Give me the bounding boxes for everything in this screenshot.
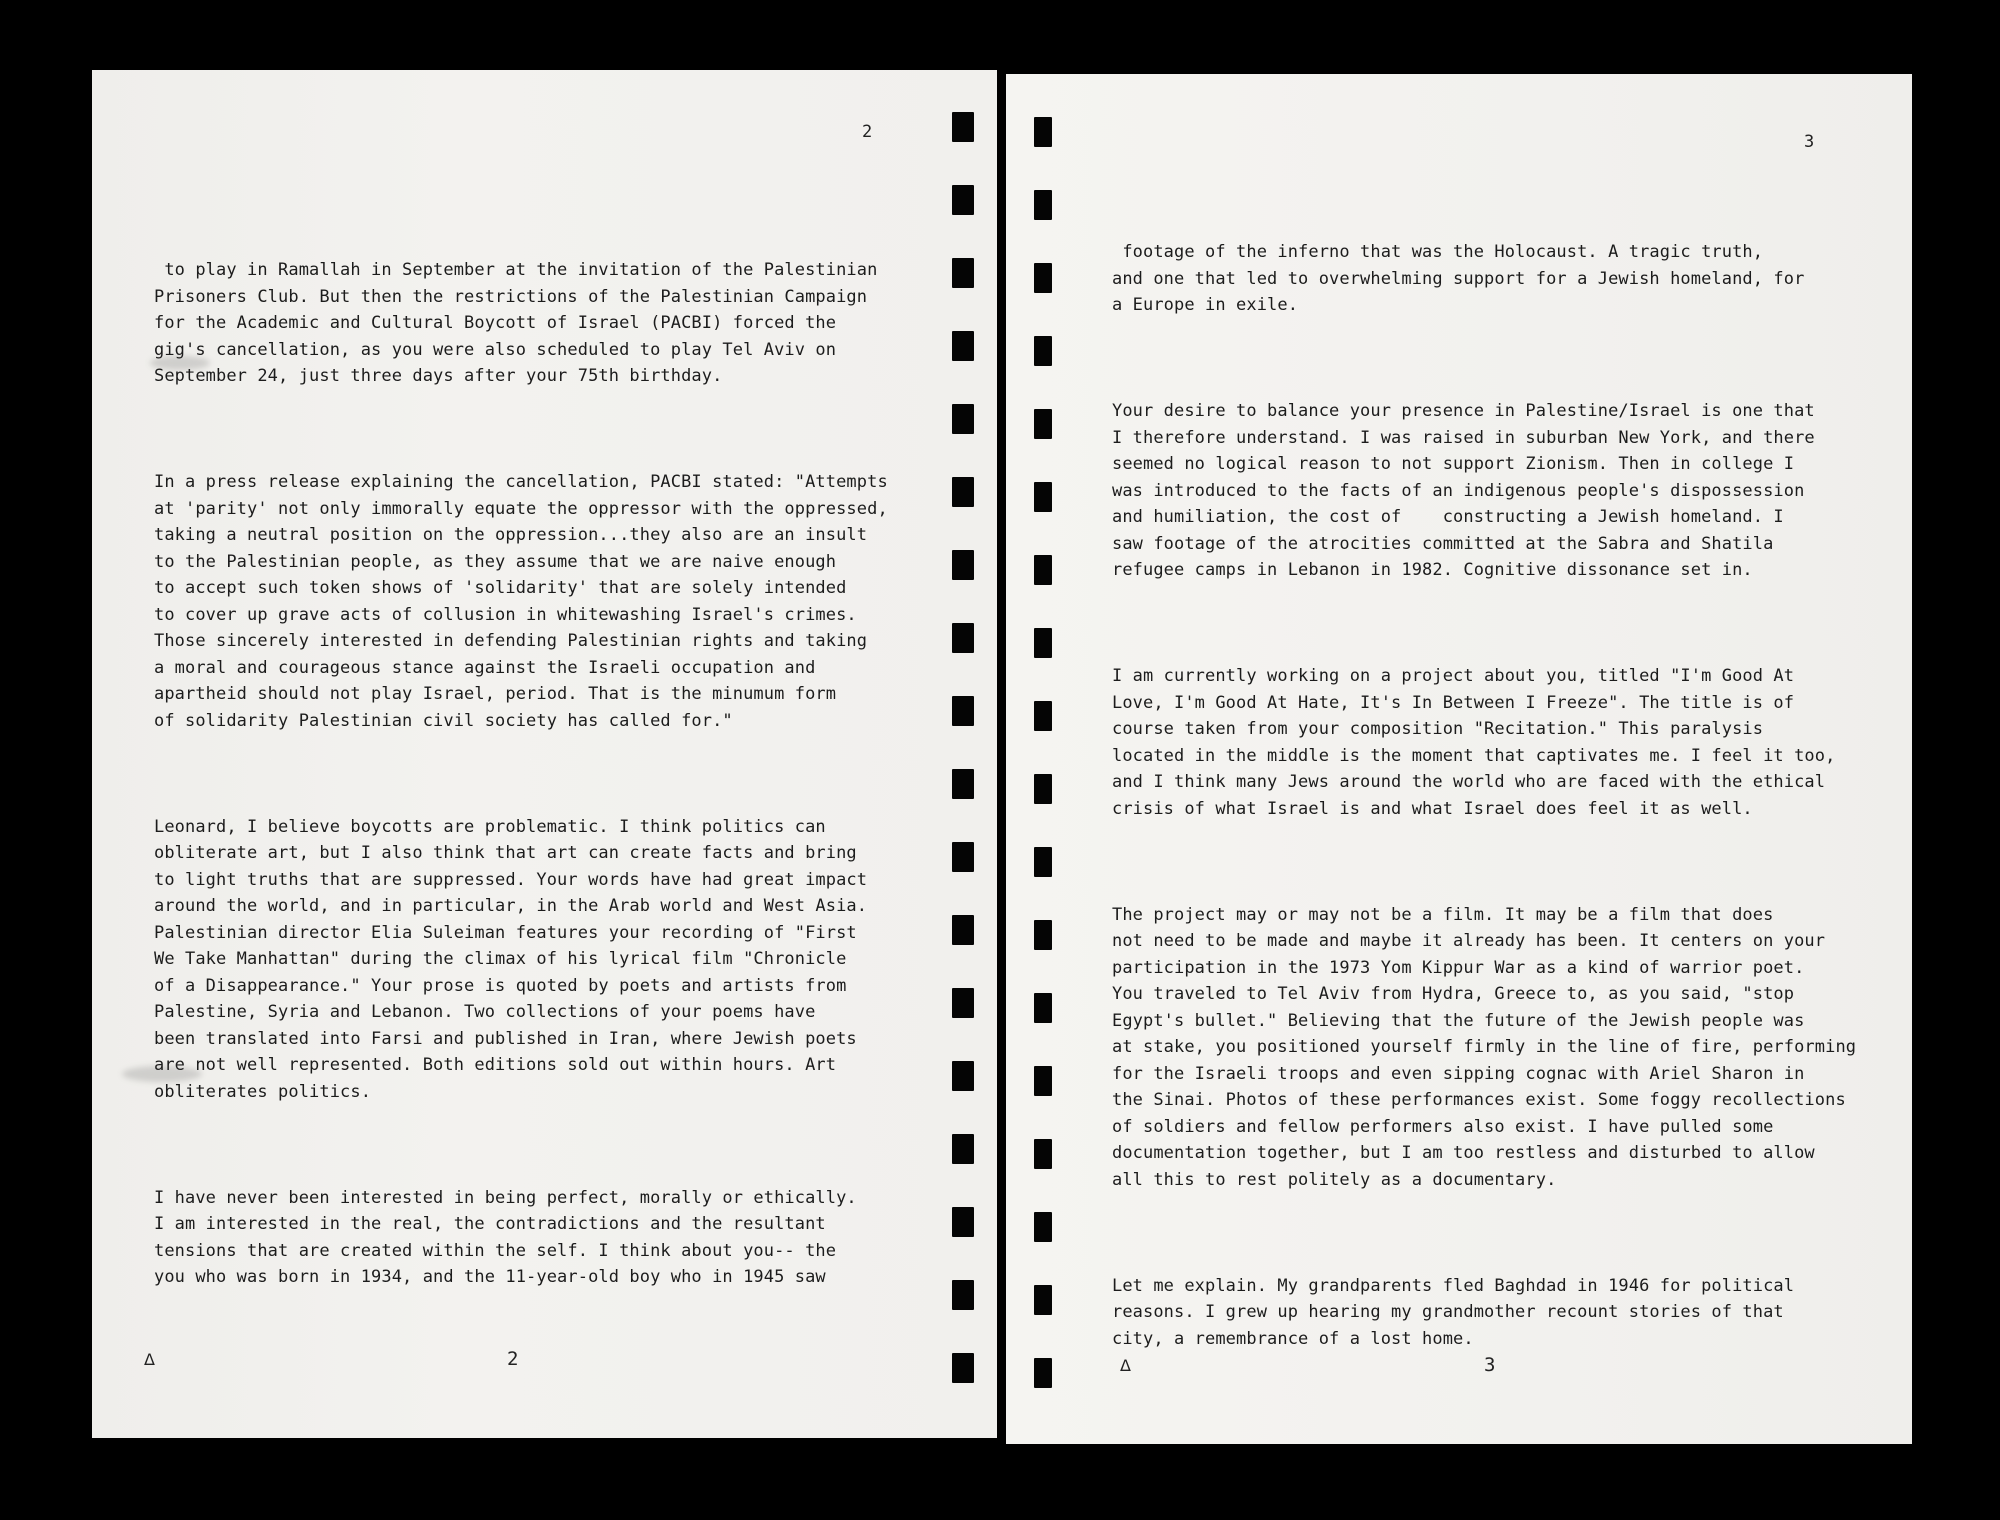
left-page-top-number: 2 bbox=[862, 122, 873, 142]
right-page bbox=[1006, 74, 1912, 1444]
ink-smudge bbox=[122, 1066, 202, 1082]
left-page bbox=[92, 70, 997, 1438]
left-page-triangle-mark: Δ bbox=[144, 1350, 155, 1369]
right-paragraph-2: Your desire to balance your presence in Palestine/Israel is one that I therefore understand. I was raised in suburban New York, and there seemed no logical reason to not support Zionism. Then in college I was introduced to the facts of an indigenous people's dispossession and humiliation, the cost of constructing a Jewish homeland. I saw footage of the atrocities committed at the Sabra and Shatila refugee camps in Lebanon in 1982. Cognitive dissonance set in. bbox=[1112, 401, 1815, 580]
right-paragraph-5: Let me explain. My grandparents fled Baghdad in 1946 for political reasons. I grew up hearing my grandmother recount stories of that city, a remembrance of a lost home. bbox=[1112, 1275, 1795, 1349]
left-paragraph-4: I have never been interested in being perfect, morally or ethically. I am interested in the real, the contradictions and the resultant tensions that are created within the self. I think about you-- the you who was born in 1934, and the 11-year-old boy who in 1945 saw bbox=[154, 1187, 857, 1287]
left-page-body bbox=[154, 204, 888, 1370]
left-paragraph-1: to play in Ramallah in September at the invitation of the Palestinian Prisoners Club. But then the restrictions of the Palestinian Campaign for the Academic and Cultural Boycott of Israel (PACBI) forced the gig's cancellation, as you were also scheduled to play Tel Aviv on September 24, just three days after your 75th birthday. bbox=[154, 260, 878, 386]
right-paragraph-1: footage of the inferno that was the Holocaust. A tragic truth, and one that led to overwhelming support for a Jewish homeland, for a Europe in exile. bbox=[1112, 242, 1805, 315]
left-page-bottom-number: 2 bbox=[507, 1348, 519, 1370]
left-paragraph-2: In a press release explaining the cancellation, PACBI stated: "Attempts at 'parity' not only immorally equate the oppressor with the oppressed, taking a neutral position on the oppression...they also are an insult to the Palestinian people, as they assume that we are naive enough to accept such token shows of 'solidarity' that are solely intended to cover up grave acts of collusion in whitewashing Israel's crimes. Those sincerely interested in defending Palestinian rights and taking a moral and courageous stance against the Israeli occupation and apartheid should not play Israel, period. That is the minumum form of solidarity Palestinian civil society has called for." bbox=[154, 472, 888, 731]
right-page-body bbox=[1112, 186, 1856, 1432]
left-paragraph-3: Leonard, I believe boycotts are problematic. I think politics can obliterate art, but I also think that art can create facts and bring to light truths that are suppressed. Your words have had great impact around the world, and in particular, in the Arab world and West Asia. Palestinian director Elia Suleiman features your recording of "First We Take Manhattan" during the climax of his lyrical film "Chronicle of a Disappearance." Your prose is quoted by poets and artists from Palestine, Syria and Lebanon. Two collections of your poems have been translated into Farsi and published in Iran, where Jewish poets are not well represented. Both editions sold out within hours. Art obliterates politics. bbox=[154, 816, 868, 1102]
right-paragraph-3: I am currently working on a project about you, titled "I'm Good At Love, I'm Good At Hate, It's In Between I Freeze". The title is of course taken from your composition "Recitation." This paralysis located in the middle is the moment that captivates me. I feel it too, and I think many Jews around the world who are faced with the ethical crisis of what Israel is and what Israel does feel it as well. bbox=[1112, 666, 1836, 819]
right-page-bottom-number: 3 bbox=[1484, 1354, 1496, 1376]
right-paragraph-4: The project may or may not be a film. It may be a film that does not need to be made and maybe it already has been. It centers on your participation in the 1973 Yom Kippur War as a kind of warrior poet. You traveled to Tel Aviv from Hydra, Greece to, as you said, "stop Egypt's bullet." Believing that the future of the Jewish people was at stake, you positioned yourself firmly in the line of fire, performing for the Israeli troops and even sipping cognac with Ariel Sharon in the Sinai. Photos of these performances exist. Some foggy recollections of soldiers and fellow performers also exist. I have pulled some documentation together, but I am too restless and disturbed to allow all this to rest politely as a documentary. bbox=[1112, 904, 1857, 1190]
right-page-triangle-mark: Δ bbox=[1120, 1356, 1131, 1375]
right-page-top-number: 3 bbox=[1804, 132, 1815, 152]
ink-smudge bbox=[150, 356, 210, 370]
